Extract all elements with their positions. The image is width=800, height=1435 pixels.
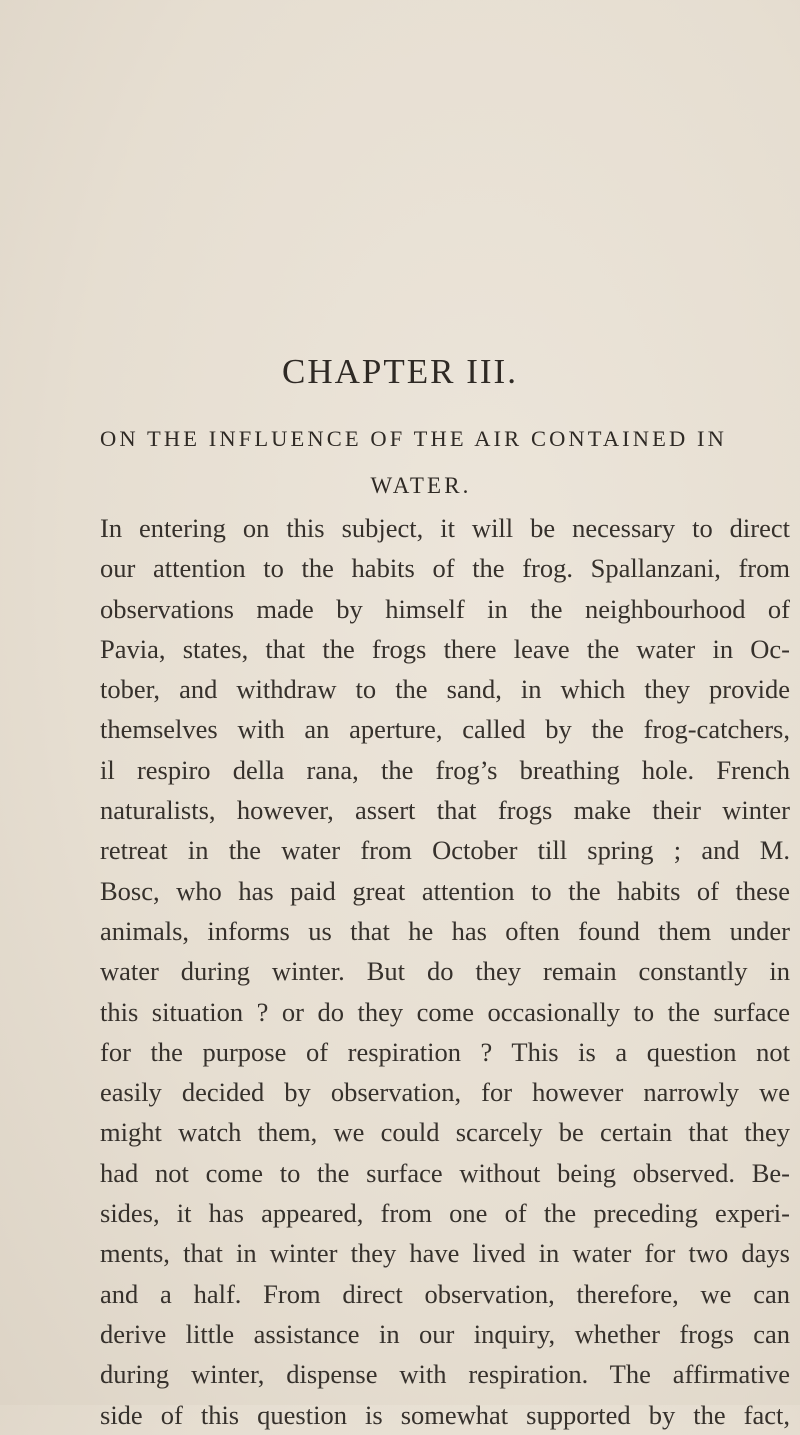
text-line: In entering on this subject, it will be necessary to direct [100, 513, 790, 543]
text-line: ments, that in winter they have lived in water for two days [100, 1238, 790, 1269]
text-line: sides, it has appeared, from one of the preceding experi- [100, 1198, 790, 1229]
chapter-heading: CHAPTER III. [282, 352, 518, 391]
text-line: naturalists, however, assert that frogs make their winter [100, 795, 790, 826]
text-line: water during winter. But do they remain constantly in [100, 956, 790, 987]
text-line: easily decided by observation, for however narrowly we [100, 1077, 790, 1108]
text-line: themselves with an aperture, called by the frog-catchers, [100, 714, 790, 745]
text-line: Pavia, states, that the frogs there leave the water in Oc- [100, 633, 790, 664]
text-line: tober, and withdraw to the sand, in which they provide [100, 674, 790, 705]
text-line: our attention to the habits of the frog. Spallanzani, from [100, 553, 790, 584]
text-line: observations made by himself in the neighbourhood of [100, 593, 790, 624]
text-line: retreat in the water from October till spring ; and M. [100, 835, 790, 866]
text-line: side of this question is somewhat supported by the fact, [100, 1399, 790, 1430]
text-line: Bosc, who has paid great attention to the habits of these [100, 875, 790, 906]
section-title-line-1: ON THE INFLUENCE OF THE AIR CONTAINED IN [100, 426, 727, 451]
body-paragraph [100, 508, 790, 1435]
text-line: for the purpose of respiration ? This is a question not [100, 1036, 790, 1067]
text-line: had not come to the surface without being observed. Be- [100, 1157, 790, 1188]
text-line: this situation ? or do they come occasionally to the surface [100, 996, 790, 1027]
section-title-line-2: WATER. [370, 473, 472, 498]
text-line: might watch them, we could scarcely be certain that they [100, 1117, 790, 1148]
text-line: during winter, dispense with respiration. The affirmative [100, 1359, 790, 1390]
text-line: derive little assistance in our inquiry, whether frogs can [100, 1318, 790, 1349]
text-line: animals, informs us that he has often found them under [100, 915, 790, 946]
text-line: il respiro della rana, the frog’s breathing hole. French [100, 754, 790, 785]
section-title [100, 415, 728, 509]
text-line: and a half. From direct observation, therefore, we can [100, 1278, 790, 1309]
